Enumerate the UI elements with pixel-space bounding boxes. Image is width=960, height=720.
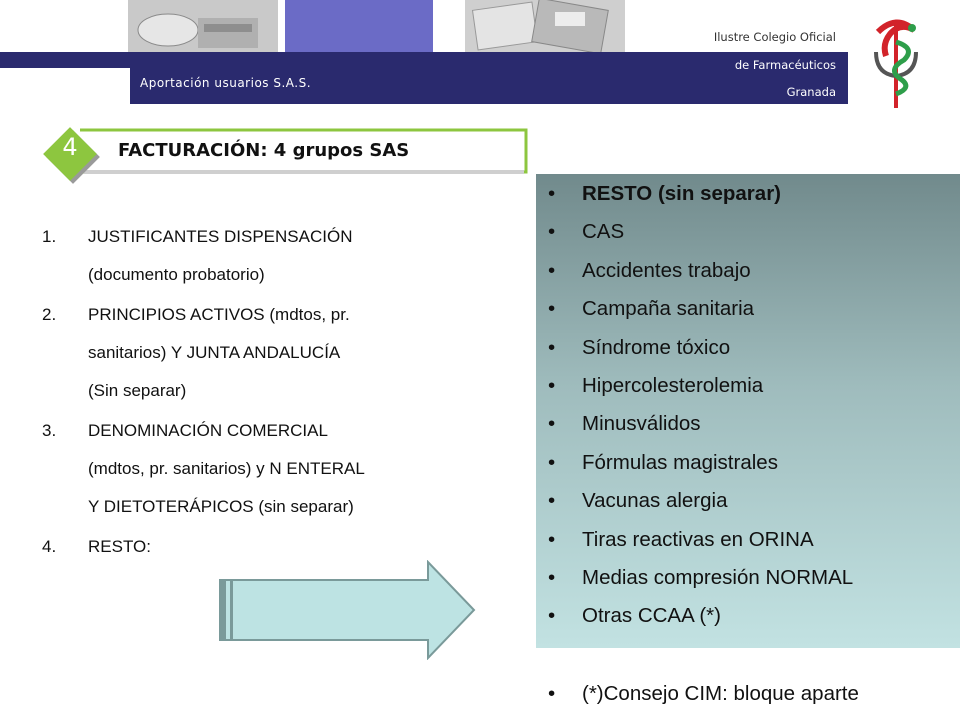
header-subtitle: Aportación usuarios S.A.S.: [140, 76, 312, 90]
list-item-line: (mdtos, pr. sanitarios) y N ENTERAL: [88, 459, 365, 478]
section-title: FACTURACIÓN: 4 grupos SAS: [118, 140, 410, 161]
list-item: • Medias compresión NORMAL: [548, 566, 854, 589]
header-photo-left: [128, 0, 278, 52]
list-item-line: JUSTIFICANTES DISPENSACIÓN: [88, 227, 353, 246]
list-item: • Otras CCAA (*): [548, 604, 721, 627]
list-item-number: 1.: [42, 227, 57, 246]
list-item: • Accidentes trabajo: [548, 259, 751, 282]
footnote: • (*)Consejo CIM: bloque aparte: [548, 682, 859, 705]
section-number: 4: [62, 133, 78, 161]
list-item: [42, 412, 512, 526]
list-item-line: Y DIETOTERÁPICOS (sin separar): [88, 497, 354, 516]
list-item: • Hipercolesterolemia: [548, 374, 764, 397]
list-item-line: (Sin separar): [88, 381, 187, 400]
right-arrow-icon: [216, 560, 478, 660]
org-name-line2: de Farmacéuticos: [734, 58, 836, 72]
list-item: • Tiras reactivas en ORINA: [548, 528, 814, 551]
list-item: • RESTO (sin separar): [548, 182, 781, 205]
list-item: • CAS: [548, 220, 625, 243]
list-item: • Minusválidos: [548, 412, 701, 435]
header-band: [0, 52, 848, 68]
list-item-number: 3.: [42, 421, 57, 440]
list-item-line: RESTO:: [88, 537, 151, 556]
header-accent-square: [285, 0, 433, 52]
header-photo-right: [465, 0, 625, 52]
org-name-line1: Ilustre Colegio Oficial: [713, 30, 836, 44]
billing-groups-list: [42, 218, 512, 566]
list-item: • Vacunas alergia: [548, 489, 728, 512]
list-item: [42, 218, 512, 294]
list-item: • Síndrome tóxico: [548, 336, 731, 359]
list-item-number: 4.: [42, 537, 57, 556]
list-item-line: sanitarios) Y JUNTA ANDALUCÍA: [88, 343, 341, 362]
list-item: [42, 296, 512, 410]
list-item-number: 2.: [42, 305, 57, 324]
list-item-line: DENOMINACIÓN COMERCIAL: [88, 421, 328, 440]
org-name-line3: Granada: [786, 85, 836, 99]
list-item-line: (documento probatorio): [88, 265, 265, 284]
list-item: • Campaña sanitaria: [548, 297, 755, 320]
list-item: • Fórmulas magistrales: [548, 451, 778, 474]
list-item-line: PRINCIPIOS ACTIVOS (mdtos, pr.: [88, 305, 350, 324]
caduceus-logo-icon: [856, 12, 936, 117]
